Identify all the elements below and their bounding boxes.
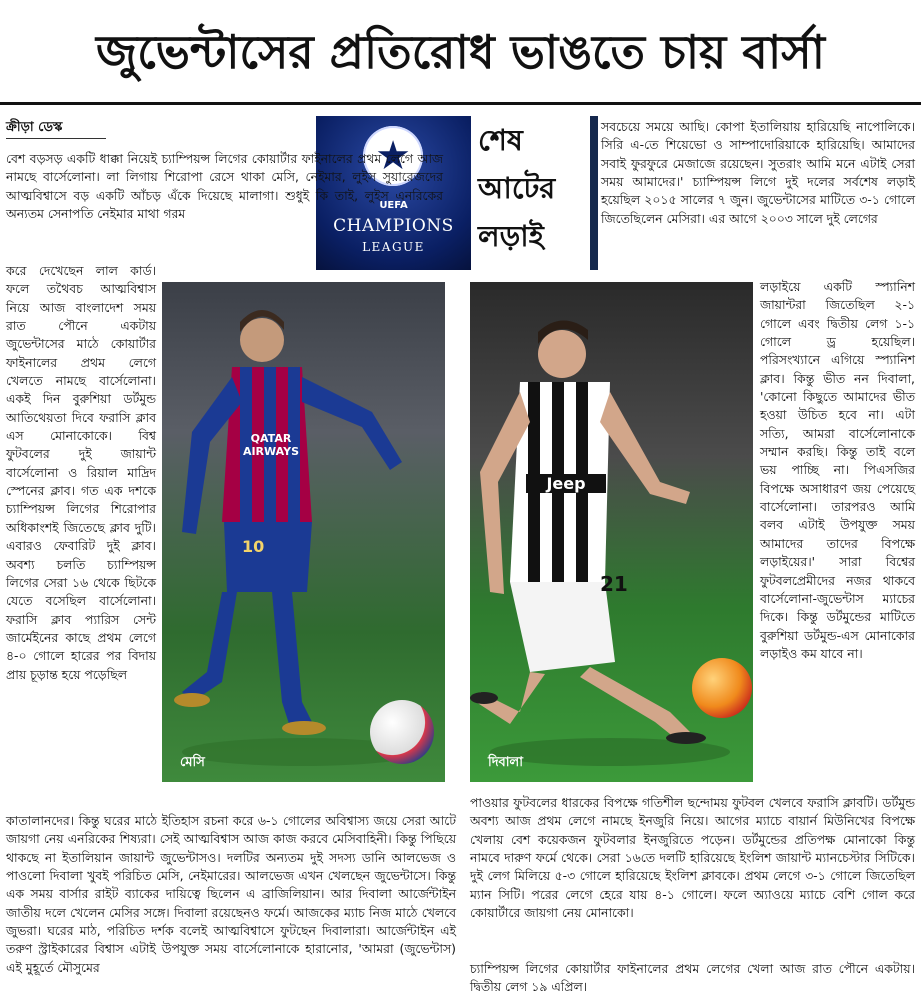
headline-rule [0,102,921,105]
article-col2-bottom: পাওয়ার ফুটবলের ধারকের বিপক্ষে গতিশীল ছন্দোময় ফুটবল খেলবে ফরাসি ক্লাবটি। ডর্টমুন্ড অবশ্য আজ প্রথম লেগে নামছে ইনজুরি নিয়ে। আগের ম্যাচে বায়ার্ন মিউনিখের বিপক্ষে খেলায় বেশ কয়েকজন ফুটবলার ইনজুরিতে পড়েন। ডর্টমুন্ডের প্রতিপক্ষ মোনাকো কিন্তু নামবে দারুণ ফর্মে থেকে। সেরা ১৬তে দলটি হারিয়েছে ইংলিশ জায়ান্ট ম্যানচেস্টার সিটিকে। দুই লেগ মিলিয়ে ৫-৩ গোলে হারিয়েছে ইংলিশ ক্লাবকে। প্রথম লেগে ৩-১ গোলে জিতেছিল ম্যান সিটি। পরের লেগে হেরে যায় ৪-১ গোলে। ফলে অ্যাওয়ে ম্যাচে বেশি গোল করে কোয়ার্টারে জায়গা নেয় মোনাকো। [470,795,915,921]
article-col2-top: সবচেয়ে সময়ে আছি। কোপা ইতালিয়ায় হারিয়েছি নাপোলিকে। সিরি এ-তে শিয়েভো ও সাম্পাদোরিয়াকে হারিয়েছি। আমাদের সবাই ফুরফুরে মেজাজে রয়েছেন। সুতরাং আমি মনে এটাই সেরা সময় আমাদের।' চ্যাম্পিয়ন্স লিগে দুই দলের সর্বশেষ লড়াই হয়েছিল ২০১৫ সালের ৭ জুন। জুভেন্টাসের মাটিতে ৩-১ গোলে জিতেছিলেন মেসিরা। এর আগে ২০০৩ সালে দুই লেগের [601,119,915,226]
messi-jersey-number: 10 [242,537,265,556]
headline: জুভেন্টাসের প্রতিরোধ ভাঙতে চায় বার্সা [96,25,825,79]
messi-photo [162,282,445,782]
article-col2-end: চ্যাম্পিয়ন্স লিগের কোয়ার্টার ফাইনালের প্রথম লেগের খেলা আজ রাত পৌনে একটায়। দ্বিতীয় লেগ ১৯ এপ্রিল। [470,961,915,995]
article-col1-bottom: কাতালানদের। কিন্তু ঘরের মাঠে ইতিহাস রচনা করে ৬-১ গোলের অবিশ্বাস্য জয়ে সেরা আটে জায়গা নেয় এনরিকের শিষ্যরা। সেই আত্মবিশ্বাস আজ কাজ করবে মেসিবাহিনী। কিন্তু পিছিয়ে থাকছে না ইতালিয়ান জায়ান্ট জুভেন্টাসও। দলটির অন্যতম দুই সদস্য ডানি আলভেজ ও পাওলো দিবালা খুবই পরিচিত মেসি, নেইমারের। আলভেজ এখন খেলছেন জুভেন্টাসে। কিন্তু এক সময় বার্সার রাইট ব্যাকের দায়িত্বে ছিলেন এ ব্রাজিলিয়ান। আর দিবালা আর্জেন্টাইন জাতীয় দলে খেলেন মেসির সঙ্গে। দিবালা রয়েছেনও ফর্মে। আজকের ম্যাচ নিজ মাঠে খেলবে জুভরা। ঘরের মাঠ, পরিচিত দর্শক বলেই আত্মবিশ্বাসে ফুটছেন দিবালারা। আর্জেন্টাইন এই তরুণ স্ট্রাইকারের বিশ্বাস এটাই উপযুক্ত সময় বার্সেলোনাকে হারানোর, 'আমরা (জুভেন্টাস) এই মুহূর্তে মৌসুমের [6,813,456,975]
article-col2-narrow: লড়াইয়ে একটি স্প্যানিশ জায়ান্টরা জিতেছিল ২-১ গোলে এবং দ্বিতীয় লেগ ১-১ গোলে ড্র হয়েছিল। পরিসংখ্যানে এগিয়ে স্প্যানিশ ক্লাব। কিন্তু ভীত নন দিবালা, 'কোনো কিছুতে আমাদের ভীত হওয়া উচিত হবে না। এটা সত্যি, আমরা বার্সেলোনাকে সম্মান করছি। কিন্তু তাই বলে ভয় পাচ্ছি না। পিএসজির বিপক্ষে অসাধারণ জয় পেয়েছে বার্সেলোনা। তারপরও আমি বলব এটাই উপযুক্ত সময় আমাদের তাদের বিপক্ষে লড়াইয়ের।' সারা বিশ্বের ফুটবলপ্রেমীদের নজর থাকবে বার্সেলোনা-জুভেন্টাস ম্যাচের দিকে। কিন্তু ডর্টমুন্ডের মাটিতে বুরুশিয়া ডর্টমুন্ড-এস মোনাকোর লড়াইও কম যাবে না। [760,279,915,661]
section-title-line: আটের [478,171,556,205]
section-title [474,116,590,270]
byline: ক্রীড়া ডেস্ক [6,120,63,135]
section-divider [590,116,598,270]
football [692,658,752,718]
logo-uefa: UEFA [379,200,408,211]
article-col1-top: বেশ বড়সড় একটি ধাক্কা নিয়েই চ্যাম্পিয়ন্স লিগের কোয়ার্টার ফাইনালের প্রথম লেগে আজ নামছে বার্সেলোনা। লা লিগায় শিরোপা রেসে থাকা মেসি, নেইমার, লুইস সুয়ারেজদের আত্মবিশ্বাসে বড় একটি আঁচড় এঁকে দিয়েছে মালাগা। শুধুই কি তাই, লুইস এনরিকের অন্যতম সেনাপতি নেইমার মাথা গরম [6,151,443,222]
section-title-line: শেষ [478,123,523,157]
dybala-jersey-sponsor: Jeep [526,474,606,493]
section-title-line: লড়াই [478,219,544,253]
dybala-photo [470,282,753,782]
dybala-caption: দিবালা [488,755,524,770]
article-col1-narrow: করে দেখেছেন লাল কার্ড। ফলে তথৈবচ আত্মবিশ্বাস নিয়ে আজ বাংলাদেশ সময় রাত পৌনে একটায় জুভেন্টাসের মাঠে কোয়ার্টার ফাইনালের প্রথম লেগে খেলতে নামছে বার্সেলোনা। একই দিন বুরুশিয়া ডর্টমুন্ড আতিথেয়তা দিবে ফরাসি ক্লাব এস মোনাকোকে। বিশ্ব ফুটবলের দুই জায়ান্ট বার্সেলোনা ও রিয়াল মাদ্রিদ স্পেনের ক্লাব। গত এক দশকে চ্যাম্পিয়ন্স লিগের শিরোপার অধিকাংশই জিতেছে ক্লাব দুটি। এবারও ফেবারিট দুই ক্লাব। অবশ্য চলতি চ্যাম্পিয়ন্স লিগের সেরা ১৬ থেকে ছিটকে যেতে বসেছিল বার্সেলোনা। ফরাসি ক্লাব প্যারিস সেন্ট জার্মেইনের কাছে প্রথম লেগে ৪-০ গোলে হারের পর বিদায় প্রায় চূড়ান্ত হয়ে পড়েছিল [6,263,156,682]
byline-underline [6,138,106,139]
logo-champions: CHAMPIONS [333,216,454,236]
messi-jersey-sponsor: QATAR AIRWAYS [242,432,300,458]
football [370,700,434,764]
messi-caption: মেসি [180,755,205,770]
logo-league: LEAGUE [362,240,425,254]
dybala-jersey-number: 21 [600,572,628,596]
